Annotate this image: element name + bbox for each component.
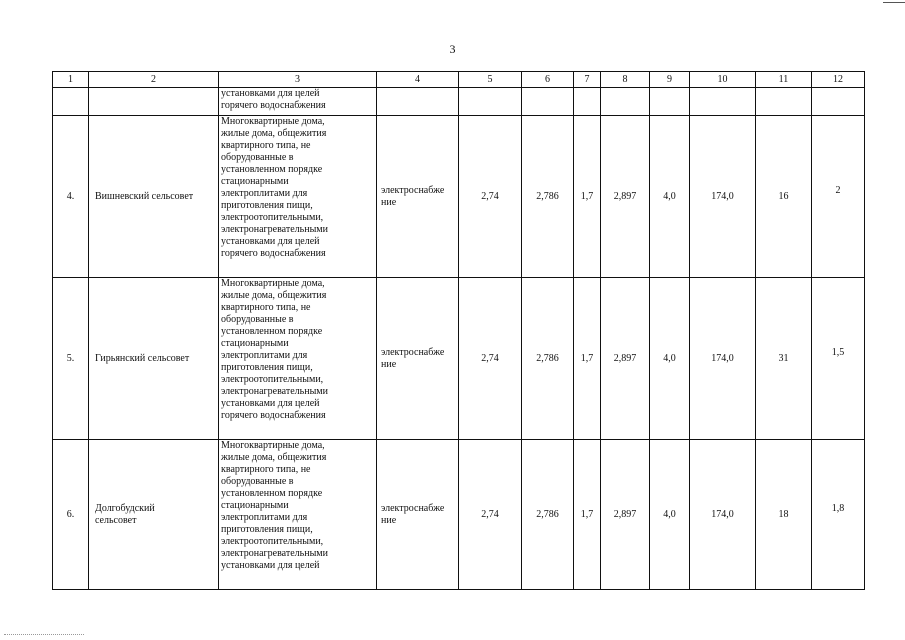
service-line: ние [381,358,397,370]
description-line: установленном порядке [221,488,323,499]
value-cell-col10: 174,0 [690,278,756,440]
description-line: горячего водоснабжения [221,410,326,421]
row-number-cell [53,88,89,116]
description-line: квартирного типа, не [221,464,311,475]
settlement-name-line: Долгобудский [95,502,155,514]
table-row [53,278,865,440]
description-line: жилые дома, общежития [221,128,327,139]
value-cell [522,88,574,116]
description-cell [219,278,377,440]
value-cell-col12-text: 2 [835,184,841,196]
description-line: установками для целей [221,398,320,409]
description-line: электроотопительными, [221,536,324,547]
value-cell-col12-text: 1,8 [831,502,845,514]
description-line: установками для целей [221,236,320,247]
table-row-continuation [53,88,865,116]
tariff-table [52,71,865,590]
service-cell [377,88,459,116]
value-cell [574,88,601,116]
service-line: ние [381,514,397,526]
value-cell-col10: 174,0 [690,440,756,590]
description-line: электроплитами для [221,512,308,523]
table-header-row [53,72,865,88]
value-cell-col12 [812,440,865,590]
description-line: установленном порядке [221,326,323,337]
description-line: стационарными [221,338,289,349]
description-line: приготовления пищи, [221,200,313,211]
description-line: Многоквартирные дома, [221,440,325,451]
column-header: 12 [812,72,865,88]
column-header: 8 [601,72,650,88]
value-cell-col12 [812,116,865,278]
description-line: установленном порядке [221,164,323,175]
description-line: электроплитами для [221,350,308,361]
description-line: приготовления пищи, [221,524,313,535]
value-cell-col9: 4,0 [650,278,690,440]
description-line: электроплитами для [221,188,308,199]
description-line: оборудованные в [221,314,294,325]
description-cell [219,116,377,278]
description-line: электроотопительными, [221,212,324,223]
description-line: электронагревательными [221,386,328,397]
description-line: жилые дома, общежития [221,452,327,463]
description-line: горячего водоснабжения [221,248,326,259]
description-line: электроотопительными, [221,374,324,385]
value-cell-col9: 4,0 [650,440,690,590]
service-line: электроснабже [381,184,445,196]
description-line: квартирного типа, не [221,140,311,151]
settlement-name-cell [89,88,219,116]
value-cell-col11: 31 [756,278,812,440]
description-line: установками для целей [221,88,320,99]
service-line: электроснабже [381,502,445,514]
column-header: 3 [219,72,377,88]
value-cell-col6: 2,786 [522,116,574,278]
value-cell [756,88,812,116]
table-row [53,116,865,278]
table-row [53,440,865,590]
column-header: 7 [574,72,601,88]
description-cell [219,88,377,116]
value-cell-col7: 1,7 [574,116,601,278]
description-line: оборудованные в [221,152,294,163]
settlement-name-cell [89,440,219,590]
value-cell-col12-text: 1,5 [831,346,845,358]
description-line: электронагревательными [221,224,328,235]
settlement-name-cell: Гирьянский сельсовет [89,278,219,440]
value-cell [650,88,690,116]
service-line: ние [381,196,397,208]
value-cell-col6: 2,786 [522,278,574,440]
value-cell-col6: 2,786 [522,440,574,590]
description-line: установками для целей [221,560,320,571]
scan-corner-mark [883,2,905,3]
column-header: 5 [459,72,522,88]
description-line: горячего водоснабжения [221,100,326,111]
value-cell-col5: 2,74 [459,440,522,590]
value-cell-col7: 1,7 [574,278,601,440]
value-cell-col5: 2,74 [459,116,522,278]
service-line: электроснабже [381,346,445,358]
description-line: оборудованные в [221,476,294,487]
row-number-cell: 4. [53,116,89,278]
column-header: 1 [53,72,89,88]
column-header: 2 [89,72,219,88]
description-cell [219,440,377,590]
settlement-name-line: сельсовет [95,514,137,526]
description-line: жилые дома, общежития [221,290,327,301]
value-cell-col10: 174,0 [690,116,756,278]
value-cell-col11: 16 [756,116,812,278]
value-cell-col12 [812,278,865,440]
value-cell-col8: 2,897 [601,278,650,440]
value-cell [459,88,522,116]
description-line: Многоквартирные дома, [221,116,325,127]
value-cell-col5: 2,74 [459,278,522,440]
column-header: 11 [756,72,812,88]
value-cell [690,88,756,116]
row-number-cell: 5. [53,278,89,440]
description-line: стационарными [221,176,289,187]
value-cell-col7: 1,7 [574,440,601,590]
row-number-cell: 6. [53,440,89,590]
service-cell [377,440,459,590]
column-header: 10 [690,72,756,88]
value-cell-col11: 18 [756,440,812,590]
settlement-name-cell: Вишневский сельсовет [89,116,219,278]
value-cell [601,88,650,116]
column-header: 6 [522,72,574,88]
scan-artifact [4,634,84,636]
page-number: 3 [449,42,456,56]
description-line: стационарными [221,500,289,511]
description-line: квартирного типа, не [221,302,311,313]
value-cell-col9: 4,0 [650,116,690,278]
column-header: 9 [650,72,690,88]
service-cell [377,278,459,440]
description-line: приготовления пищи, [221,362,313,373]
service-cell [377,116,459,278]
value-cell-col8: 2,897 [601,116,650,278]
description-line: электронагревательными [221,548,328,559]
value-cell [812,88,865,116]
description-line: Многоквартирные дома, [221,278,325,289]
value-cell-col8: 2,897 [601,440,650,590]
column-header: 4 [377,72,459,88]
